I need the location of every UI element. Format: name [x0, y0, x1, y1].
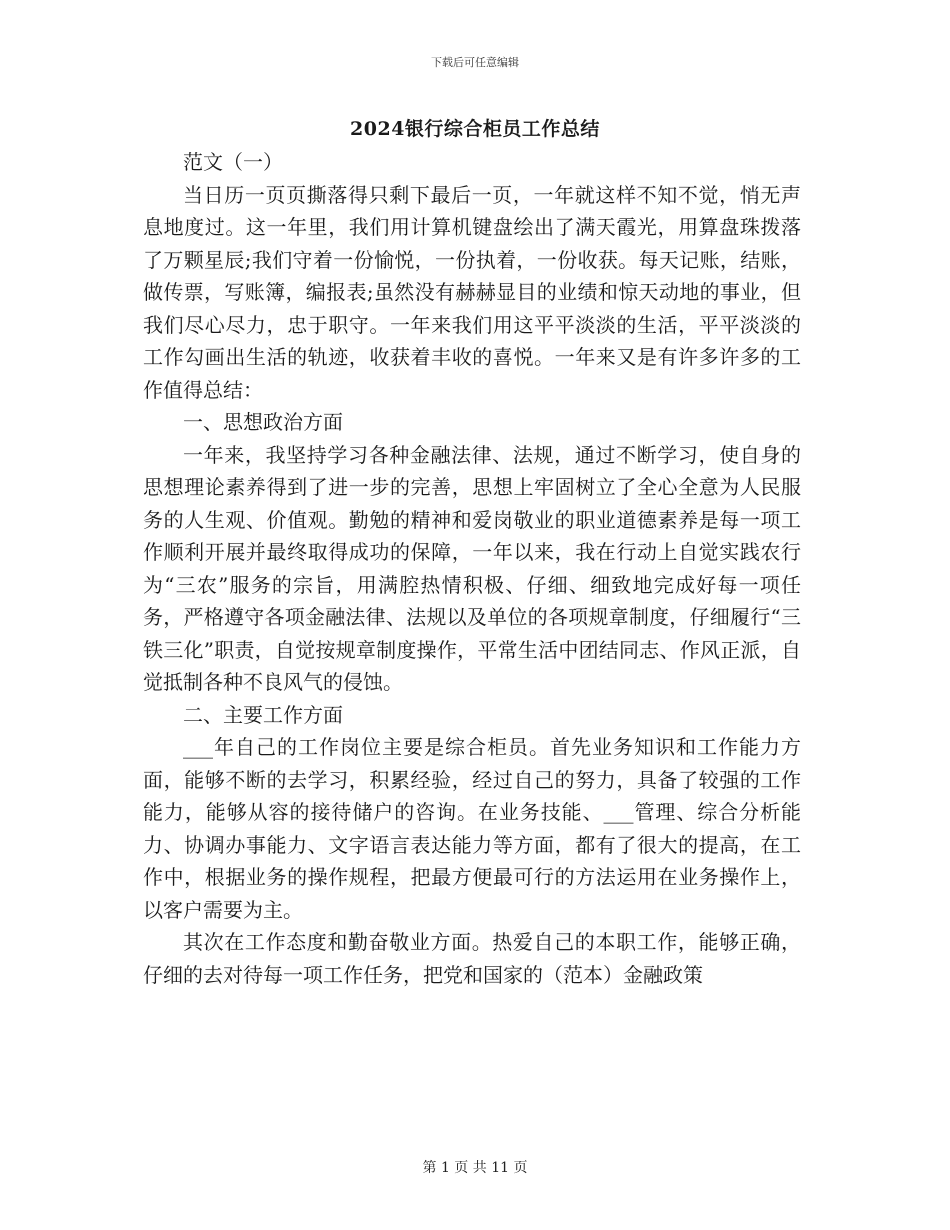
heading-main-work: 二、主要工作方面 [183, 702, 343, 727]
paragraph-work-attitude: 其次在工作态度和勤奋敬业方面。热爱自己的本职工作，能够正确，仔细的去对待每一项工作任务，把党和国家的（范本）金融政策 [143, 930, 801, 987]
section-label-example: 范文（一） [183, 150, 283, 174]
paragraph-intro: 当日历一页页撕落得只剩下最后一页，一年就这样不知不觉，悄无声息地度过。这一年里，我们用计算机键盘绘出了满天霞光，用算盘珠拨落了万颗星辰;我们守着一份愉悦，一份执着，一份收获。每天记账，结账，做传票，写账簿，编报表;虽然没有赫赫显目的业绩和惊天动地的事业，但我们尽心尽力，忠于职守。一年来我们用这平平淡淡的生活，平平淡淡的工作勾画出生活的轨迹，收获着丰收的喜悦。一年来又是有许多许多的工作值得总结： [143, 182, 801, 402]
document-title: 2024银行综合柜员工作总结 [350, 118, 600, 140]
heading-political-thought: 一、思想政治方面 [183, 410, 343, 434]
document-body [143, 146, 801, 991]
paragraph-main-work: ___年自己的工作岗位主要是综合柜员。首先业务知识和工作能力方面，能够不断的去学习，积累经验，经过自己的努力，具备了较强的工作能力，能够从容的接待储户的咨询。在业务技能、___管理、综合分析能力、协调办事能力、文字语言表达能力等方面，都有了很大的提高，在工作中，根据业务的操作规程，把最方便最可行的方法运用在业务操作上，以客户需要为主。 [143, 735, 801, 922]
paragraph-political-thought: 一年来，我坚持学习各种金融法律、法规，通过不断学习，使自身的思想理论素养得到了进一步的完善，思想上牢固树立了全心全意为人民服务的人生观、价值观。勤勉的精神和爱岗敬业的职业道德素养是每一项工作顺利开展并最终取得成功的保障，一年以来，我在行动上自觉实践农行为“三农”服务的宗旨，用满腔热情积极、仔细、细致地完成好每一项任务，严格遵守各项金融法律、法规以及单位的各项规章制度，仔细履行“三铁三化”职责，自觉按规章制度操作，平常生活中团结同志、作风正派，自觉抵制各种不良风气的侵蚀。 [143, 442, 801, 694]
page-header-note: 下载后可任意编辑 [431, 56, 519, 69]
page-number-footer: 第 1 页 共 11 页 [422, 1160, 528, 1176]
